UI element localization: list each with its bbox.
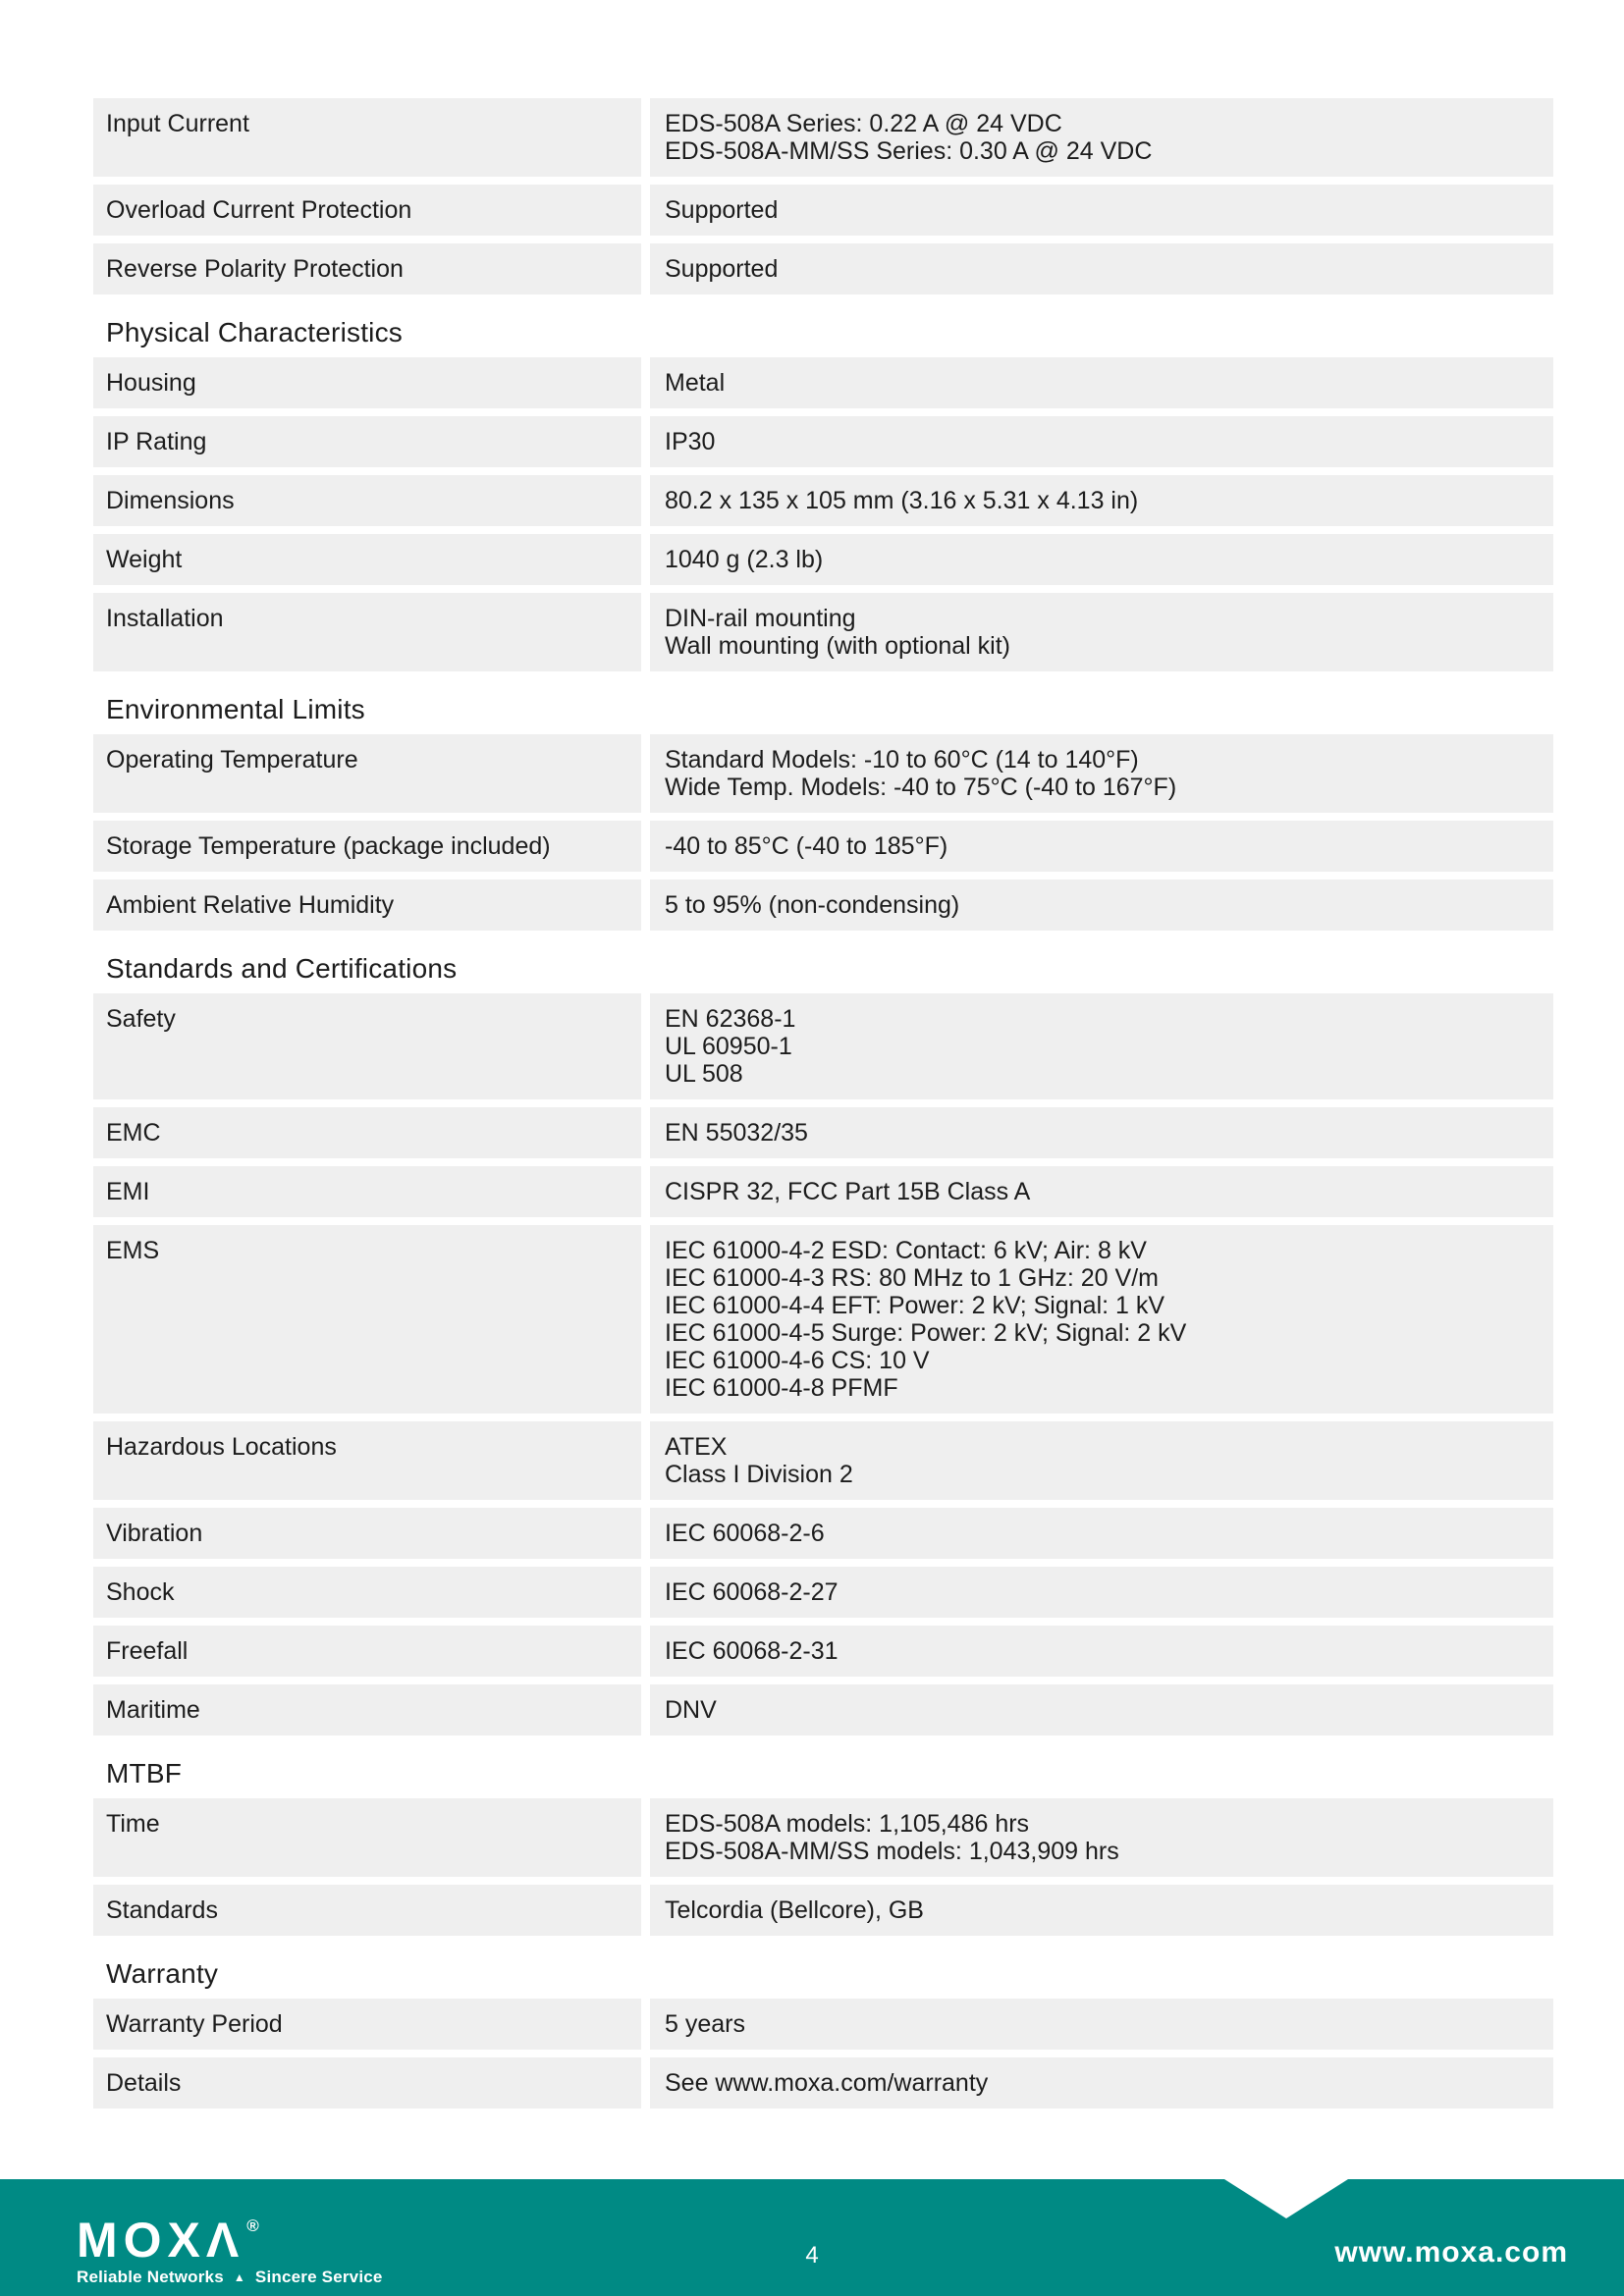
spec-value-cell bbox=[650, 1999, 1553, 2050]
moxa-logo bbox=[77, 2179, 383, 2287]
spec-row bbox=[93, 1885, 1553, 1936]
section-heading: Environmental Limits bbox=[106, 694, 365, 724]
spec-value-line: 80.2 x 135 x 105 mm (3.16 x 5.31 x 4.13 in) bbox=[665, 487, 1139, 514]
spec-value-line: EDS-508A Series: 0.22 A @ 24 VDC bbox=[665, 110, 1062, 137]
spec-label-cell: Time bbox=[93, 1798, 641, 1877]
section-heading: Warranty bbox=[106, 1958, 219, 1989]
spec-value-cell bbox=[650, 880, 1553, 931]
spec-row bbox=[93, 1798, 1553, 1877]
moxa-logo-tagline bbox=[77, 2268, 383, 2287]
spec-value-cell bbox=[650, 821, 1553, 872]
spec-value-cell bbox=[650, 98, 1553, 177]
spec-label-cell: Freefall bbox=[93, 1626, 641, 1677]
spec-row bbox=[93, 185, 1553, 236]
spec-value-line: IP30 bbox=[665, 428, 716, 455]
spec-value-line: UL 508 bbox=[665, 1060, 743, 1088]
spec-value-line: Telcordia (Bellcore), GB bbox=[665, 1896, 924, 1924]
page-number: 4 bbox=[805, 2242, 819, 2269]
spec-value-line: Wide Temp. Models: -40 to 75°C (-40 to 167°F) bbox=[665, 774, 1177, 801]
spec-value-line: IEC 60068-2-31 bbox=[665, 1637, 839, 1665]
spec-row bbox=[93, 1107, 1553, 1158]
spec-row bbox=[93, 880, 1553, 931]
spec-label-cell: EMI bbox=[93, 1166, 641, 1217]
spec-value-cell bbox=[650, 416, 1553, 467]
spec-value-cell bbox=[650, 475, 1553, 526]
spec-row bbox=[93, 1626, 1553, 1677]
spec-label-cell: Hazardous Locations bbox=[93, 1421, 641, 1500]
spec-value-line: IEC 61000-4-4 EFT: Power: 2 kV; Signal: 1 kV bbox=[665, 1292, 1165, 1319]
spec-label-cell: Warranty Period bbox=[93, 1999, 641, 2050]
spec-row bbox=[93, 1166, 1553, 1217]
spec-row bbox=[93, 993, 1553, 1099]
spec-value-cell bbox=[650, 1798, 1553, 1877]
spec-value-cell bbox=[650, 1885, 1553, 1936]
spec-label-cell: Input Current bbox=[93, 98, 641, 177]
spec-value-cell bbox=[650, 1508, 1553, 1559]
spec-label-cell: Weight bbox=[93, 534, 641, 585]
spec-label-cell: Storage Temperature (package included) bbox=[93, 821, 641, 872]
spec-table bbox=[93, 98, 1553, 2116]
spec-value-line: EDS-508A-MM/SS models: 1,043,909 hrs bbox=[665, 1838, 1119, 1865]
spec-row bbox=[93, 357, 1553, 408]
spec-row bbox=[93, 243, 1553, 294]
spec-label-cell: Maritime bbox=[93, 1684, 641, 1735]
footer-website: www.moxa.com bbox=[1334, 2236, 1568, 2269]
spec-row bbox=[93, 1567, 1553, 1618]
spec-value-cell bbox=[650, 1421, 1553, 1500]
spec-value-cell bbox=[650, 1626, 1553, 1677]
spec-label-cell: Operating Temperature bbox=[93, 734, 641, 813]
spec-value-line: IEC 61000-4-3 RS: 80 MHz to 1 GHz: 20 V/m bbox=[665, 1264, 1159, 1292]
triangle-icon: ▲ bbox=[233, 2270, 245, 2284]
spec-value-line: DIN-rail mounting bbox=[665, 605, 856, 632]
spec-value-cell bbox=[650, 1684, 1553, 1735]
spec-label-cell: Safety bbox=[93, 993, 641, 1099]
spec-value-cell bbox=[650, 1166, 1553, 1217]
spec-row bbox=[93, 1508, 1553, 1559]
spec-value-line: IEC 60068-2-27 bbox=[665, 1578, 839, 1606]
spec-label-cell: Overload Current Protection bbox=[93, 185, 641, 236]
spec-row bbox=[93, 416, 1553, 467]
tagline-left: Reliable Networks bbox=[77, 2268, 224, 2286]
spec-value-line: Supported bbox=[665, 255, 779, 283]
section-heading: MTBF bbox=[106, 1758, 183, 1789]
spec-value-cell bbox=[650, 1107, 1553, 1158]
spec-label-cell: Standards bbox=[93, 1885, 641, 1936]
spec-row bbox=[93, 475, 1553, 526]
spec-value-line: CISPR 32, FCC Part 15B Class A bbox=[665, 1178, 1031, 1205]
spec-row bbox=[93, 534, 1553, 585]
spec-row bbox=[93, 2057, 1553, 2109]
section-heading: Physical Characteristics bbox=[106, 317, 403, 347]
spec-label-cell: Reverse Polarity Protection bbox=[93, 243, 641, 294]
spec-row bbox=[93, 821, 1553, 872]
spec-value-line: EDS-508A models: 1,105,486 hrs bbox=[665, 1810, 1030, 1838]
spec-value-cell bbox=[650, 534, 1553, 585]
spec-row bbox=[93, 593, 1553, 671]
spec-value-line: 5 years bbox=[665, 2010, 745, 2038]
spec-value-cell bbox=[650, 357, 1553, 408]
tagline-right: Sincere Service bbox=[254, 2268, 383, 2286]
spec-value-line: IEC 61000-4-6 CS: 10 V bbox=[665, 1347, 930, 1374]
spec-label-cell: Shock bbox=[93, 1567, 641, 1618]
registered-trademark-icon: ® bbox=[246, 2216, 259, 2235]
spec-value-line: IEC 61000-4-5 Surge: Power: 2 kV; Signal: 2 kV bbox=[665, 1319, 1187, 1347]
spec-value-cell bbox=[650, 993, 1553, 1099]
footer-notch-triangle bbox=[1224, 2179, 1348, 2218]
spec-value-line: Metal bbox=[665, 369, 726, 397]
spec-value-line: IEC 60068-2-6 bbox=[665, 1520, 825, 1547]
spec-label-cell: EMC bbox=[93, 1107, 641, 1158]
spec-value-line: EDS-508A-MM/SS Series: 0.30 A @ 24 VDC bbox=[665, 137, 1153, 165]
spec-row bbox=[93, 1999, 1553, 2050]
spec-value-line: 1040 g (2.3 lb) bbox=[665, 546, 824, 573]
spec-value-cell bbox=[650, 1225, 1553, 1414]
spec-value-line: 5 to 95% (non-condensing) bbox=[665, 891, 960, 919]
spec-value-line: EN 62368-1 bbox=[665, 1005, 796, 1033]
spec-label-cell: Details bbox=[93, 2057, 641, 2109]
spec-label-cell: Dimensions bbox=[93, 475, 641, 526]
spec-label-cell: Housing bbox=[93, 357, 641, 408]
spec-value-cell bbox=[650, 593, 1553, 671]
spec-value-line: Wall mounting (with optional kit) bbox=[665, 632, 1010, 660]
section-heading: Standards and Certifications bbox=[106, 953, 458, 984]
spec-value-cell bbox=[650, 734, 1553, 813]
spec-label-cell: IP Rating bbox=[93, 416, 641, 467]
spec-value-cell bbox=[650, 1567, 1553, 1618]
spec-row bbox=[93, 1421, 1553, 1500]
spec-value-line: -40 to 85°C (-40 to 185°F) bbox=[665, 832, 948, 860]
spec-row bbox=[93, 98, 1553, 177]
moxa-logo-text: MOXΛ bbox=[77, 2213, 245, 2268]
spec-value-line: DNV bbox=[665, 1696, 717, 1724]
spec-value-cell bbox=[650, 2057, 1553, 2109]
spec-value-cell bbox=[650, 185, 1553, 236]
spec-value-line: See www.moxa.com/warranty bbox=[665, 2069, 989, 2097]
spec-row bbox=[93, 1684, 1553, 1735]
spec-label-cell: EMS bbox=[93, 1225, 641, 1414]
spec-value-line: Class I Division 2 bbox=[665, 1461, 853, 1488]
spec-value-cell bbox=[650, 243, 1553, 294]
spec-label-cell: Vibration bbox=[93, 1508, 641, 1559]
spec-value-line: IEC 61000-4-2 ESD: Contact: 6 kV; Air: 8 kV bbox=[665, 1237, 1147, 1264]
spec-value-line: Supported bbox=[665, 196, 779, 224]
spec-value-line: UL 60950-1 bbox=[665, 1033, 792, 1060]
spec-row bbox=[93, 1225, 1553, 1414]
spec-row bbox=[93, 734, 1553, 813]
spec-label-cell: Installation bbox=[93, 593, 641, 671]
spec-value-line: Standard Models: -10 to 60°C (14 to 140°F) bbox=[665, 746, 1139, 774]
spec-value-line: EN 55032/35 bbox=[665, 1119, 808, 1147]
spec-value-line: IEC 61000-4-8 PFMF bbox=[665, 1374, 898, 1402]
spec-label-cell: Ambient Relative Humidity bbox=[93, 880, 641, 931]
spec-value-line: ATEX bbox=[665, 1433, 728, 1461]
footer-band bbox=[0, 2179, 1624, 2296]
